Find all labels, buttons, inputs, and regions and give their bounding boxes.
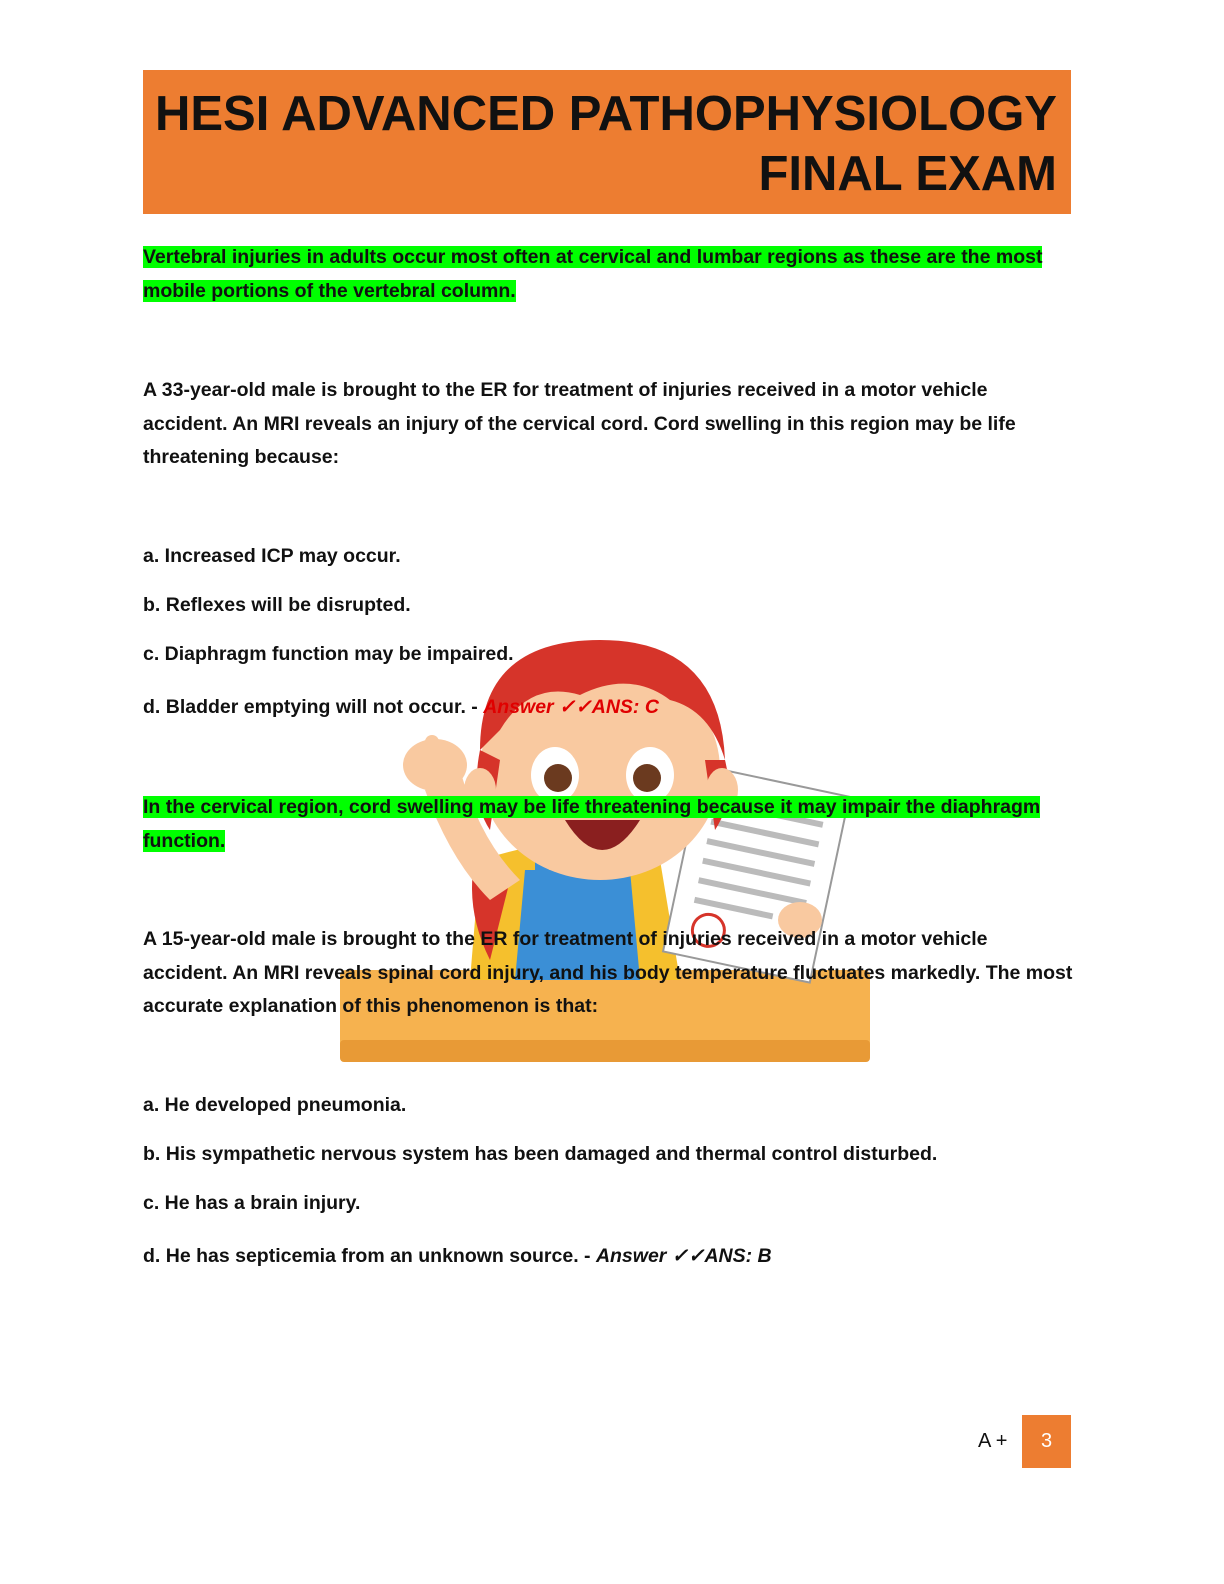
q1-option-c: c. Diaphragm function may be impaired. — [143, 643, 514, 665]
page-number: 3 — [1022, 1415, 1071, 1468]
q1-option-a: a. Increased ICP may occur. — [143, 545, 401, 567]
q1-option-d-line — [143, 691, 1073, 725]
q2-stem: A 15-year-old male is brought to the ER for treatment of injuries received in a motor vehicle accident. An MRI reveals spinal cord injury, and his body temperature fluctuates markedly. The most accurate explanation of this phenomenon is that: — [143, 928, 1073, 1017]
q1-rationale-highlight: In the cervical region, cord swelling may be life threatening because it may impair the diaphragm function. — [143, 796, 1041, 852]
q1-option-b: b. Reflexes will be disrupted. — [143, 594, 411, 616]
header-banner — [143, 70, 1071, 214]
q1-rationale — [143, 791, 1073, 858]
q2-option-d-line — [143, 1240, 1073, 1274]
q2-option-c: c. He has a brain injury. — [143, 1192, 361, 1214]
q2-option-b: b. His sympathetic nervous system has been damaged and thermal control disturbed. — [143, 1143, 938, 1165]
intro-note — [143, 241, 1073, 308]
title-line-1: HESI ADVANCED PATHOPHYSIOLOGY — [154, 87, 1057, 141]
intro-highlight: Vertebral injuries in adults occur most often at cervical and lumbar regions as these are the most mobile portions of the vertebral column. — [143, 246, 1043, 302]
q1-stem: A 33-year-old male is brought to the ER for treatment of injuries received in a motor vehicle accident. An MRI reveals an injury of the cervical cord. Cord swelling in this region may be life threatening because: — [143, 379, 1016, 468]
q2-answer: Answer ✓✓ANS: B — [595, 1245, 772, 1267]
page-title — [155, 84, 1057, 204]
q2-option-a: a. He developed pneumonia. — [143, 1094, 407, 1116]
q1-answer: Answer ✓✓ANS: C — [483, 696, 659, 718]
q1-option-d: d. Bladder emptying will not occur. - — [143, 696, 484, 718]
title-line-2: FINAL EXAM — [758, 147, 1057, 201]
q2-option-d: d. He has septicemia from an unknown source. - — [143, 1245, 596, 1267]
footer-grade-label: A + — [978, 1430, 1008, 1452]
